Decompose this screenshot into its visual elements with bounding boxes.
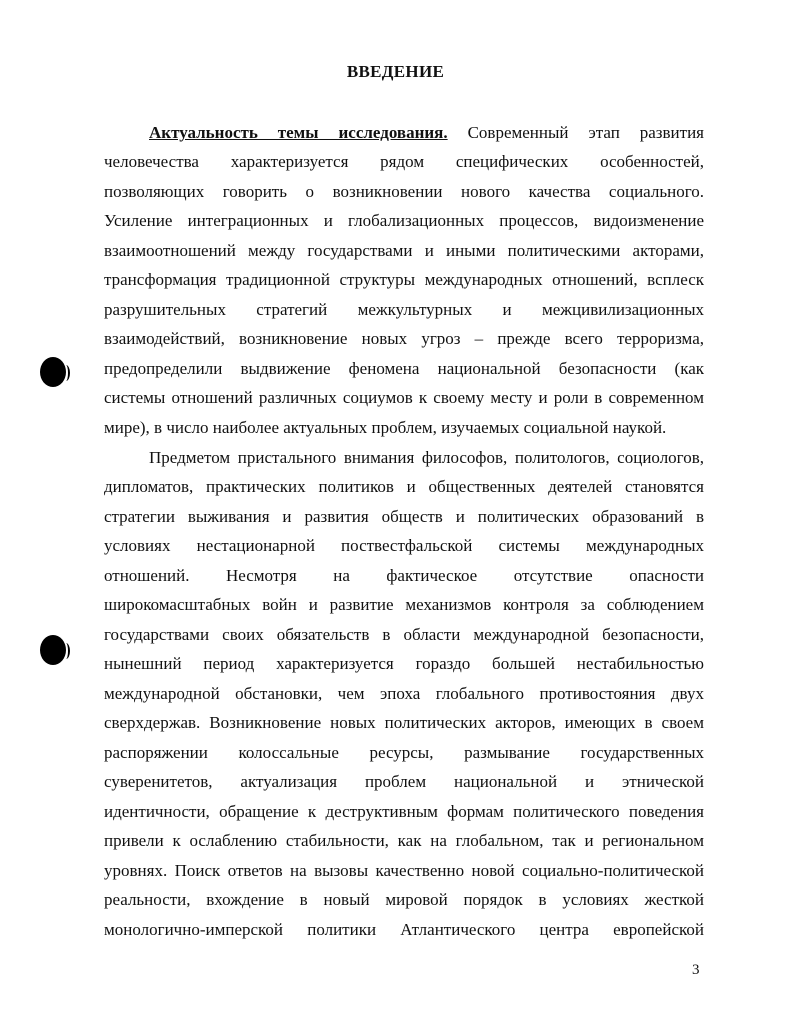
text-line: Усиление интеграционных и глобализационных процессов, видоизменение bbox=[104, 211, 704, 230]
text-line: монологично-имперской политики Атлантического центра европейской bbox=[104, 920, 704, 939]
text-line: стратегии выживания и развития обществ и политических образований в bbox=[104, 507, 704, 526]
text-line: распоряжении колоссальные ресурсы, размывание государственных bbox=[104, 743, 704, 762]
text-line: позволяющих говорить о возникновении нового качества социального. bbox=[104, 182, 704, 201]
text-line: системы отношений различных социумов к своему месту и роли в современном bbox=[104, 388, 704, 407]
text-line: отношений. Несмотря на фактическое отсутствие опасности bbox=[104, 566, 704, 585]
text-line: идентичности, обращение к деструктивным формам политического поведения bbox=[104, 802, 704, 821]
text-line: предопределили выдвижение феномена национальной безопасности (как bbox=[104, 359, 704, 378]
text-line: условиях нестационарной поствестфальской системы международных bbox=[104, 536, 704, 555]
binder-hole-mark bbox=[40, 357, 66, 387]
text-line: широкомасштабных войн и развитие механизмов контроля за соблюдением bbox=[104, 595, 704, 614]
section-lead: Актуальность темы исследования. bbox=[149, 123, 448, 142]
text-line: мире), в число наиболее актуальных проблем, изучаемых социальной наукой. bbox=[104, 418, 667, 437]
text-line: человечества характеризуется рядом специфических особенностей, bbox=[104, 152, 704, 171]
text-line: суверенитетов, актуализация проблем национальной и этнической bbox=[104, 772, 704, 791]
text-line: Актуальность темы исследования. Современный этап развития bbox=[149, 123, 704, 142]
text-line: нынешний период характеризуется гораздо большей нестабильностью bbox=[104, 654, 704, 673]
text-line: Предметом пристального внимания философов, политологов, социологов, bbox=[149, 448, 704, 467]
page-title: ВВЕДЕНИЕ bbox=[346, 62, 445, 81]
text-line: сверхдержав. Возникновение новых политических акторов, имеющих в своем bbox=[104, 713, 704, 732]
text-line: взаимодействий, возникновение новых угроз – прежде всего терроризма, bbox=[104, 329, 704, 348]
text-line: дипломатов, практических политиков и общественных деятелей становятся bbox=[104, 477, 704, 496]
text-line: государствами своих обязательств в области международной безопасности, bbox=[104, 625, 704, 644]
binder-hole-mark bbox=[40, 635, 66, 665]
text-line: привели к ослаблению стабильности, как на глобальном, так и региональном bbox=[104, 831, 704, 850]
page-number: 3 bbox=[692, 962, 700, 978]
text-line: международной обстановки, чем эпоха глобального противостояния двух bbox=[104, 684, 704, 703]
text-line: разрушительных стратегий межкультурных и межцивилизационных bbox=[104, 300, 704, 319]
text-line: реальности, вхождение в новый мировой порядок в условиях жесткой bbox=[104, 890, 704, 909]
text-line: трансформация традиционной структуры международных отношений, всплеск bbox=[104, 270, 704, 289]
text-line: взаимоотношений между государствами и иными политическими акторами, bbox=[104, 241, 704, 260]
text-line: уровнях. Поиск ответов на вызовы качественно новой социально-политической bbox=[104, 861, 704, 880]
